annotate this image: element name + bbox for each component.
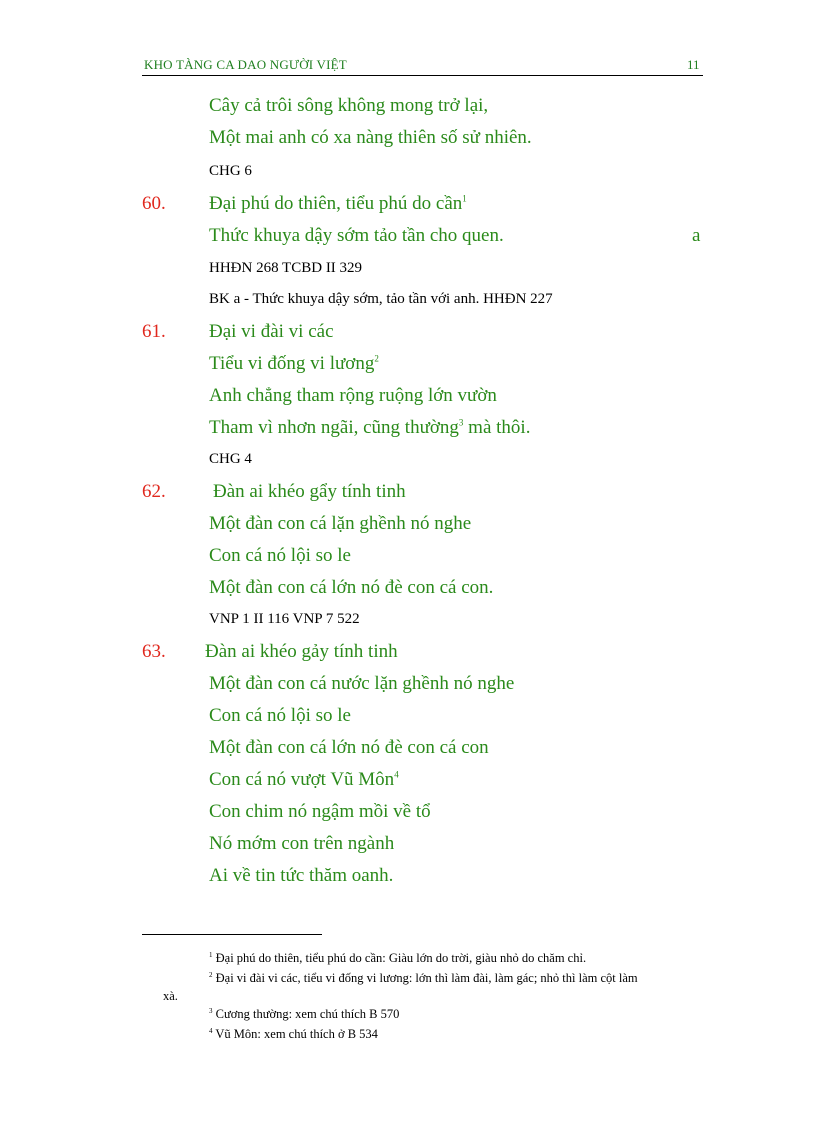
verse-line: Ai về tin tức thăm oanh. bbox=[209, 865, 394, 886]
verse-line: Tiểu vi đống vi lương$^2$ bbox=[209, 353, 379, 374]
verse-line: Đàn ai khéo gẩy tính tinh bbox=[213, 481, 406, 502]
verse-line: Con chim nó ngậm mồi về tổ bbox=[209, 801, 431, 822]
verse-line: Một đàn con cá nước lặn ghềnh nó nghe bbox=[209, 673, 515, 694]
footnote-ref: 1 bbox=[462, 193, 467, 204]
verse-line: Con cá nó vượt Vũ Môn$^4$ bbox=[209, 769, 399, 790]
source-citation: VNP 1 II 116 VNP 7 522 bbox=[209, 611, 360, 627]
entry-number-62: 62. bbox=[142, 481, 166, 502]
verse-line: Một đàn con cá lớn nó đè con cá con bbox=[209, 737, 489, 758]
verse-line: Một đàn con cá lớn nó đè con cá con. bbox=[209, 577, 494, 598]
source-citation: HHĐN 268 TCBD II 329 bbox=[209, 260, 363, 276]
footnote-2-continuation: xà. bbox=[163, 989, 178, 1003]
source-citation: CHG 4 bbox=[209, 451, 252, 467]
verse-line: Cây cả trôi sông không mong trở lại, bbox=[209, 95, 489, 116]
footnote-2: $^2$ Đại vi đài vi các, tiểu vi đống vi lương: lớn thì làm đài, làm gác; nhỏ thì làm cột làm bbox=[209, 970, 638, 985]
verse-line: Tham vì nhơn ngãi, cũng thường$^3$ mà thôi. bbox=[209, 417, 531, 438]
verse-line: Nó mớm con trên ngành bbox=[209, 833, 395, 854]
footnote-ref: 4 bbox=[394, 769, 399, 780]
footnote-4: $^4$ Vũ Môn: xem chú thích ở B 534 bbox=[209, 1026, 378, 1041]
header-rule bbox=[142, 75, 703, 76]
verse-line: Con cá nó lội so le bbox=[209, 705, 351, 726]
footnote-3: $^3$ Cương thường: xem chú thích B 570 bbox=[209, 1006, 400, 1021]
verse-line: Anh chẳng tham rộng ruộng lớn vườn bbox=[209, 385, 497, 406]
verse-line: Một mai anh có xa nàng thiên số sử nhiên. bbox=[209, 127, 532, 148]
verse-line: Thức khuya dậy sớm tảo tần cho quen. bbox=[209, 225, 504, 246]
page-number: 11 bbox=[687, 57, 700, 72]
entry-number-60: 60. bbox=[142, 193, 166, 214]
entry-number-61: 61. bbox=[142, 321, 166, 342]
verse-line: Con cá nó lội so le bbox=[209, 545, 351, 566]
source-citation: CHG 6 bbox=[209, 163, 252, 179]
footnote-ref: 3 bbox=[458, 417, 464, 428]
verse-line: Đại vi đài vi các bbox=[209, 321, 334, 342]
verse-line: Một đàn con cá lặn ghềnh nó nghe bbox=[209, 513, 472, 534]
variant-tag: a bbox=[692, 225, 701, 246]
entry-number-63: 63. bbox=[142, 641, 166, 662]
footnote-1: $^1$ Đại phú do thiên, tiểu phú do cần: Giàu lớn do trời, giàu nhỏ do chăm chỉ. bbox=[209, 950, 587, 965]
verse-line: Đại phú do thiên, tiểu phú do cần$^1$ bbox=[209, 193, 467, 214]
footnote-ref: 2 bbox=[374, 353, 379, 364]
running-header-title: KHO TÀNG CA DAO NGƯỜI VIỆT bbox=[144, 57, 347, 72]
verse-line: Đàn ai khéo gảy tính tinh bbox=[205, 641, 398, 662]
variant-note: BK a - Thức khuya dậy sớm, tảo tần với anh. HHĐN 227 bbox=[209, 291, 553, 307]
footnote-separator bbox=[142, 934, 322, 935]
